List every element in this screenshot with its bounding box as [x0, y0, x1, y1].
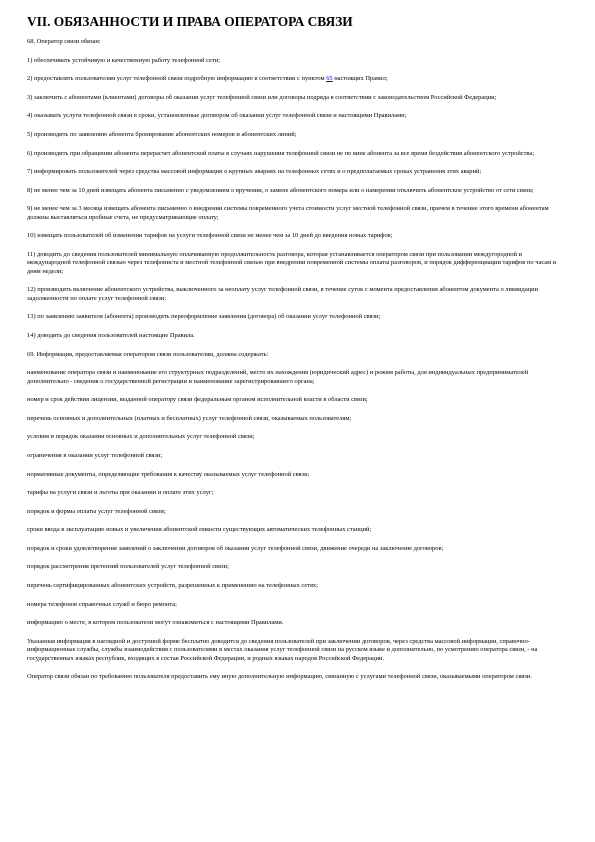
paragraph: номера телефонов справочных служб и бюро ремонта;: [27, 600, 177, 608]
paragraph: 7) информировать пользователей через средства массовой информации о крупных авариях на телефонных сетях и о предполагаемых сроках устранения этих аварий;: [27, 168, 482, 176]
paragraph: 1) обеспечивать устойчивую и качественную работу телефонной сети;: [27, 56, 220, 64]
paragraph: нормативные документы, определяющие требования к качеству оказываемых услуг телефонной связи;: [27, 470, 310, 478]
paragraph: 9) не менее чем за 3 месяца извещать абонента письменно о внедрении системы повременного учета стоимости услуг местной телефонной связи, причем в течение этого времени абонентам должны выставляться пробные счета, не предусматривающие оплату;: [27, 205, 549, 221]
paragraph: 12) производить включение абонентского устройства, выключенного за неоплату услуг телефонной связи, в течение суток с момента предоставления абонентом документа о ликвидации задолженности по оплате услуг телефонной связи;: [27, 286, 539, 302]
paragraph-text: настоящих Правил;: [332, 75, 388, 83]
paragraph: 11) доводить до сведения пользователей минимальную оплачиваемую продолжительность разговора, которая устанавливается оператором связи при пользовании междугородной и международной телефонной связью через телефониста и местной телефонной связью при внедрении повременной системы оплаты разговоров, и порядок дифференциации тарифов по часам и дням недели;: [27, 250, 557, 275]
section-heading: VII. ОБЯЗАННОСТИ И ПРАВА ОПЕРАТОРА СВЯЗИ: [27, 14, 353, 29]
paragraph: порядок и сроки удовлетворения заявлений о заключении договоров об оказании услуг телефонной связи, движение очереди на заключение договоров;: [27, 544, 444, 552]
paragraph: Оператор связи обязан по требованию пользователя предоставить ему иную дополнительную информацию, связанную с услугами телефонной связи, оказываемыми оператором связи.: [27, 673, 532, 681]
paragraph: 68. Оператор связи обязан:: [27, 38, 101, 45]
paragraph: наименование оператора связи и наименование его структурных подразделений, место их нахождения (юридический адрес) и режим работы, для индивидуальных предпринимателей дополнительно - сведения о государственной регистрации и наименование зарегистрировавшего органа;: [27, 369, 529, 385]
paragraph: 6) производить при обращении абонента перерасчет абонентской платы в случаях нарушения телефонной связи не по вине абонента за все время бездействия абонентского устройства;: [27, 149, 535, 157]
paragraph: 14) доводить до сведения пользователей настоящие Правила.: [27, 331, 195, 339]
paragraph: перечень основных и дополнительных (платных и бесплатных) услуг телефонной связи, оказываемых пользователям;: [27, 414, 352, 422]
paragraph: ограничения в оказании услуг телефонной связи;: [27, 451, 163, 459]
paragraph: 10) извещать пользователей об изменении тарифов на услуги телефонной связи не менее чем за 10 дней до введения новых тарифов;: [27, 232, 393, 240]
paragraph: 4) оказывать услуги телефонной связи в сроки, установленные договором об оказании услуг телефонной связи и настоящими Правилами;: [27, 112, 407, 120]
paragraph: информацию о месте, в котором пользователи могут ознакомиться с настоящими Правилами.: [27, 619, 284, 627]
paragraph: сроки ввода в эксплуатацию новых и увеличения абонентской емкости существующих автоматических телефонных станций;: [27, 526, 372, 534]
paragraph: 69. Информация, предоставляемая оператором связи пользователям, должна содержать:: [27, 350, 269, 358]
paragraph: [27, 75, 565, 83]
paragraph: 13) по заявлению заявителя (абонента) производить переоформление заявления (договора) об оказании услуг телефонной связи;: [27, 313, 381, 321]
paragraph: 3) заключить с абонентами (клиентами) договоры об оказании услуг телефонной связи или договоры подряда в соответствии с законодательством Российской Федерации;: [27, 93, 497, 101]
paragraph: порядок и формы оплаты услуг телефонной связи;: [27, 507, 166, 515]
paragraph: номер и срок действия лицензии, выданной оператору связи федеральным органом исполнительной власти в области связи;: [27, 396, 368, 404]
paragraph: перечень сертифицированных абонентских устройств, разрешенных к применению на телефонных сетях;: [27, 582, 318, 590]
paragraph: условия и порядок оказания основных и дополнительных услуг телефонной связи;: [27, 433, 255, 441]
paragraph: Указанная информация в наглядной и доступной форме бесплатно доводится до сведения пользователей при заключении договоров, через средства массовой информации, справочно-информационные службы, службы взаимодействия с пользователями в местах оказания услуг телефонной связи на русском языке и дополнительно, по усмотрению оператора связи, - на государственных языках республик, входящих в состав Российской Федерации, и родных языках народов Российской Федерации.: [27, 637, 538, 662]
paragraph: 5) производить по заявлению абонента бронирование абонентских номеров и абонентских линий;: [27, 130, 297, 138]
paragraph: порядок рассмотрения претензий пользователей услуг телефонной связи;: [27, 563, 229, 571]
paragraph-text: 2) предоставлять пользователям услуг телефонной связи подробную информацию в соответствии с пунктом: [27, 75, 327, 83]
document-body: [27, 38, 565, 682]
paragraph: тарифы на услуги связи и льготы при оказании и оплате этих услуг;: [27, 489, 214, 497]
clause-reference-link[interactable]: 65: [326, 75, 333, 83]
paragraph: 8) не менее чем за 10 дней извещать абонента письменно с уведомлением о вручении, о замене абонентского номера или о намерении отключить абонентское устройство от сети связи;: [27, 186, 534, 194]
